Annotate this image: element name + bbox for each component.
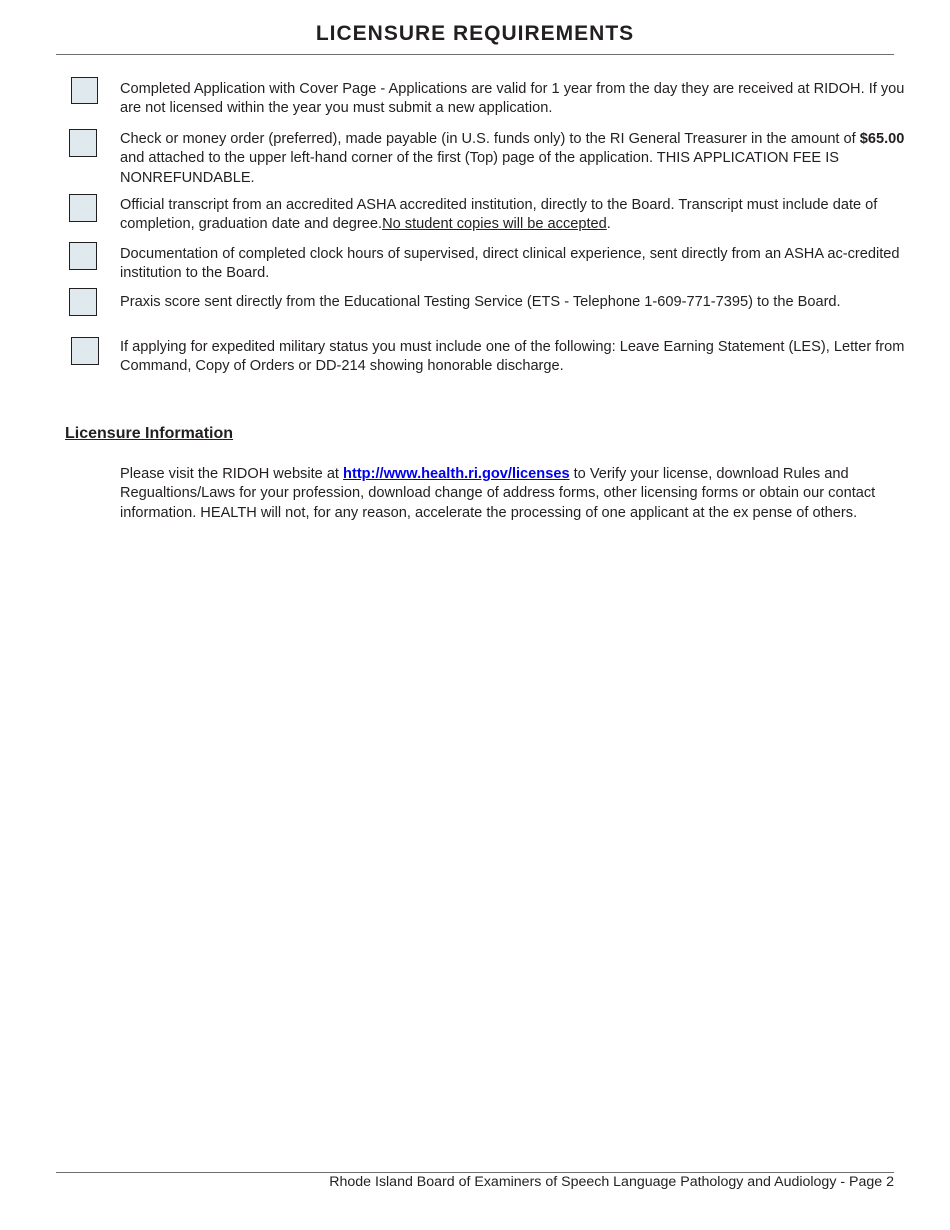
ridoh-licenses-link[interactable]: http://www.health.ri.gov/licenses [343,466,570,482]
checkbox-clock-hours[interactable] [69,242,97,270]
checkbox-fee[interactable] [69,129,97,157]
checkbox-military[interactable] [71,337,99,365]
info-text-part: to Verify your license, download Rules and Regualtions/Laws for your profession, download change of address forms, other licensing forms or obtain our contact information. HEALTH will not, for any reason, accelerate the processing of one applicant at the ex pense of others. [120,466,876,521]
requirement-text-part: Check or money order (preferred), made payable (in U.S. funds only) to the RI General Treasurer in the amount of [120,131,860,147]
title-divider [56,54,894,55]
checkbox-praxis[interactable] [69,288,97,316]
page-title: LICENSURE REQUIREMENTS [315,22,635,45]
requirement-text-part: and attached to the upper left-hand corner of the first (Top) page of the application. THIS APPLICATION FEE IS NONREFUNDABLE. [120,150,839,186]
requirement-text: Completed Application with Cover Page - Applications are valid for 1 year from the day they are received at RIDOH. If you are not licensed within the year you must submit a new application. [120,81,905,117]
requirement-text: Documentation of completed clock hours of supervised, direct clinical experience, sent directly from an ASHA ac-credited institution to the Board. [120,246,900,282]
licensure-info-heading: Licensure Information [65,425,234,442]
checkbox-application[interactable] [71,77,98,104]
footer-divider [56,1172,894,1173]
info-text-part: Please visit the RIDOH website at [120,466,344,482]
licensure-info-text [120,465,882,523]
student-copies-notice: No student copies will be accepted [382,216,607,233]
requirement-text [120,130,905,188]
requirement-text: If applying for expedited military status you must include one of the following: Leave Earning Statement (LES), Letter from Command, Copy of Orders or DD-214 showing honorable discharge. [120,339,905,375]
page-footer: Rhode Island Board of Examiners of Speech Language Pathology and Audiology - Page 2 [329,1174,894,1190]
requirement-text-part: Official transcript from an accredited ASHA accredited institution, directly to the Board. Transcript must include date of completion, graduation date and degree. [120,197,878,233]
requirement-text: Praxis score sent directly from the Educational Testing Service (ETS - Telephone 1-609-771-7395) to the Board. [120,294,841,310]
requirement-text-part: . [606,216,611,233]
requirement-text [120,196,905,235]
fee-amount: $65.00 [859,131,905,147]
checkbox-transcript[interactable] [69,194,97,222]
